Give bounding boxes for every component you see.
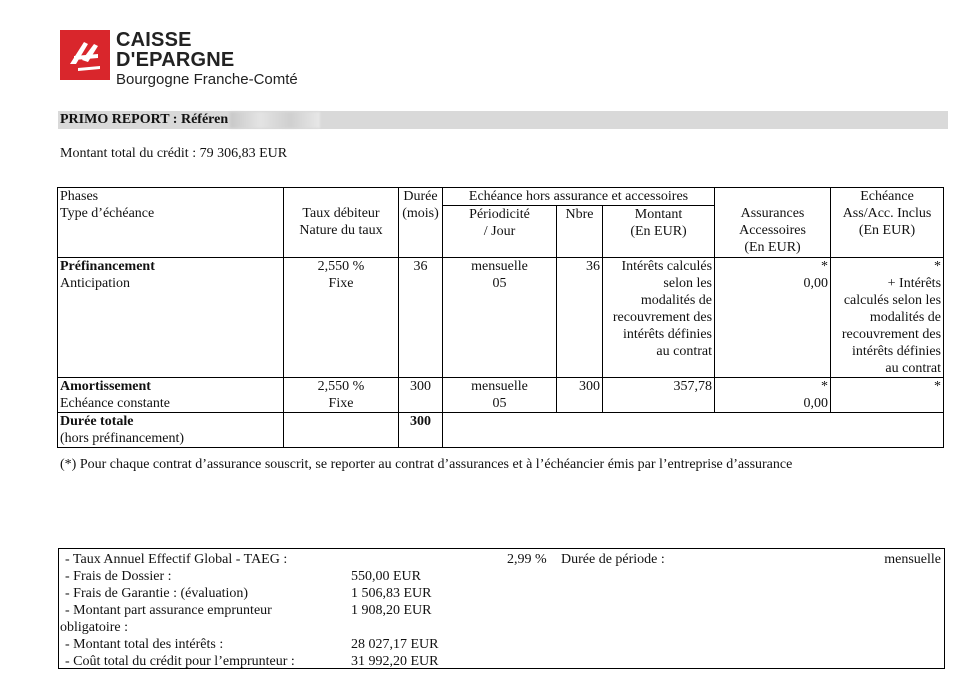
taeg-label: - Taux Annuel Effectif Global - TAEG : — [65, 552, 288, 567]
header-ech-label-2: Ass/Acc. Inclus — [842, 206, 932, 221]
header-assurances — [715, 188, 831, 258]
header-assur-label-1: Assurances — [740, 206, 805, 221]
row-assur: 0,00 — [803, 396, 829, 411]
total-label-cell — [58, 413, 284, 448]
row-duree: 36 — [399, 258, 443, 378]
header-duree — [399, 188, 443, 258]
logo-line-1: CAISSE — [116, 29, 192, 51]
row-duree: 300 — [399, 378, 443, 413]
header-montant-unit: (En EUR) — [630, 224, 687, 239]
header-montant-label: Montant — [634, 207, 683, 222]
periode-value: mensuelle — [884, 552, 941, 567]
row-taux: 2,550 % — [317, 379, 365, 394]
row-jour: 05 — [492, 276, 507, 291]
row-montant-line: Intérêts calculés — [621, 259, 713, 274]
row-type: Anticipation — [60, 276, 130, 291]
row-nbre: 300 — [557, 378, 603, 413]
total-credit: Montant total du crédit : 79 306,83 EUR — [60, 146, 288, 161]
header-type-label: Type d’échéance — [60, 206, 155, 221]
row-assur-cell — [715, 258, 831, 378]
total-label: Durée totale — [60, 414, 134, 429]
row-montant-line: recouvrement des — [612, 310, 713, 325]
row-periodicite: mensuelle — [471, 379, 528, 394]
row-taux-cell — [284, 378, 399, 413]
row-echeance-line: modalités de — [869, 310, 942, 325]
row-jour: 05 — [492, 396, 507, 411]
redacted-reference — [230, 112, 320, 128]
row-periodicite-cell — [443, 258, 557, 378]
bank-logo — [60, 30, 298, 86]
header-montant — [603, 206, 715, 258]
table-row — [58, 258, 944, 378]
header-ech-label-1: Echéance — [860, 189, 914, 204]
header-nbre: Nbre — [557, 206, 603, 258]
summary-value: 28 027,17 EUR — [351, 637, 439, 652]
squirrel-logo-icon — [60, 30, 110, 80]
row-echeance-line: + Intérêts — [887, 276, 942, 291]
summary-label: - Coût total du crédit pour l’emprunteur : — [65, 654, 295, 669]
header-jour-label: / Jour — [483, 224, 516, 239]
insurance-note: (*) Pour chaque contrat d’assurance souscrit, se reporter au contrat d’assurances et à l’échéancier émis par l’entreprise d’assurance — [60, 457, 793, 472]
summary-label: obligatoire : — [60, 620, 129, 635]
row-echeance-star: * — [831, 378, 944, 413]
row-echeance-line: au contrat — [885, 361, 942, 376]
taeg-value: 2,99 % — [507, 552, 547, 567]
header-taux-label: Taux débiteur — [302, 206, 380, 221]
row-type: Echéance constante — [60, 396, 170, 411]
logo-line-3: Bourgogne Franche-Comté — [116, 71, 298, 88]
header-mois-label: (mois) — [402, 206, 439, 221]
header-phases — [58, 188, 284, 258]
row-phase-cell — [58, 378, 284, 413]
row-echeance-star: * — [934, 259, 942, 274]
summary-value: 550,00 EUR — [351, 569, 421, 584]
header-assur-label-2: Accessoires — [739, 223, 806, 238]
header-row-1 — [58, 188, 944, 206]
row-montant-cell — [603, 258, 715, 378]
row-montant: 357,78 — [603, 378, 715, 413]
summary-label: - Montant total des intérêts : — [65, 637, 224, 652]
row-echeance-line: calculés selon les — [843, 293, 942, 308]
row-montant-line: au contrat — [656, 344, 713, 359]
total-duree: 300 — [399, 413, 443, 448]
header-periodicite — [443, 206, 557, 258]
total-filler — [443, 413, 944, 448]
header-phases-label: Phases — [60, 189, 99, 204]
row-assur-star: * — [821, 379, 829, 394]
document-title-bar — [58, 111, 948, 129]
header-ech-label-3: (En EUR) — [858, 223, 916, 238]
row-assur: 0,00 — [803, 276, 829, 291]
row-periodicite-cell — [443, 378, 557, 413]
row-echeance-line: recouvrement des — [841, 327, 942, 342]
row-periodicite: mensuelle — [471, 259, 528, 274]
logo-text — [116, 30, 298, 87]
row-nature: Fixe — [328, 276, 354, 291]
summary-value: 1 506,83 EUR — [351, 586, 432, 601]
summary-label: - Frais de Dossier : — [65, 569, 172, 584]
row-phase-cell — [58, 258, 284, 378]
schedule-table — [57, 187, 944, 448]
header-echeance-incl — [831, 188, 944, 258]
row-assur-star: * — [821, 259, 829, 274]
header-periodicite-label: Périodicité — [469, 207, 530, 222]
summary-taeg-row — [59, 551, 944, 568]
row-phase: Préfinancement — [60, 259, 155, 274]
document-title: PRIMO REPORT : Référen — [60, 112, 229, 127]
header-taux — [284, 188, 399, 258]
row-taux-cell — [284, 258, 399, 378]
row-nature: Fixe — [328, 396, 354, 411]
row-echeance-line: intérêts définies — [851, 344, 942, 359]
row-montant-line: modalités de — [640, 293, 713, 308]
logo-line-2: D'EPARGNE — [116, 49, 235, 71]
row-echeance-cell — [831, 258, 944, 378]
row-phase: Amortissement — [60, 379, 151, 394]
row-montant-line: selon les — [663, 276, 713, 291]
summary-label: - Frais de Garantie : (évaluation) — [65, 586, 249, 601]
header-duree-label: Durée — [403, 189, 438, 204]
summary-box — [58, 548, 945, 669]
table-row — [58, 378, 944, 413]
row-montant-line: intérêts définies — [622, 327, 713, 342]
header-echeance-group: Echéance hors assurance et accessoires — [443, 188, 715, 206]
header-nature-label: Nature du taux — [299, 223, 383, 238]
total-sub: (hors préfinancement) — [60, 431, 184, 446]
periode-label: Durée de période : — [561, 552, 665, 567]
row-nbre: 36 — [557, 258, 603, 378]
summary-label: - Montant part assurance emprunteur — [65, 603, 272, 618]
total-row — [58, 413, 944, 448]
summary-value: 1 908,20 EUR — [351, 603, 432, 618]
row-assur-cell — [715, 378, 831, 413]
row-taux: 2,550 % — [317, 259, 365, 274]
summary-value: 31 992,20 EUR — [351, 654, 439, 669]
header-assur-label-3: (En EUR) — [744, 240, 801, 255]
total-empty-cell — [284, 413, 399, 448]
